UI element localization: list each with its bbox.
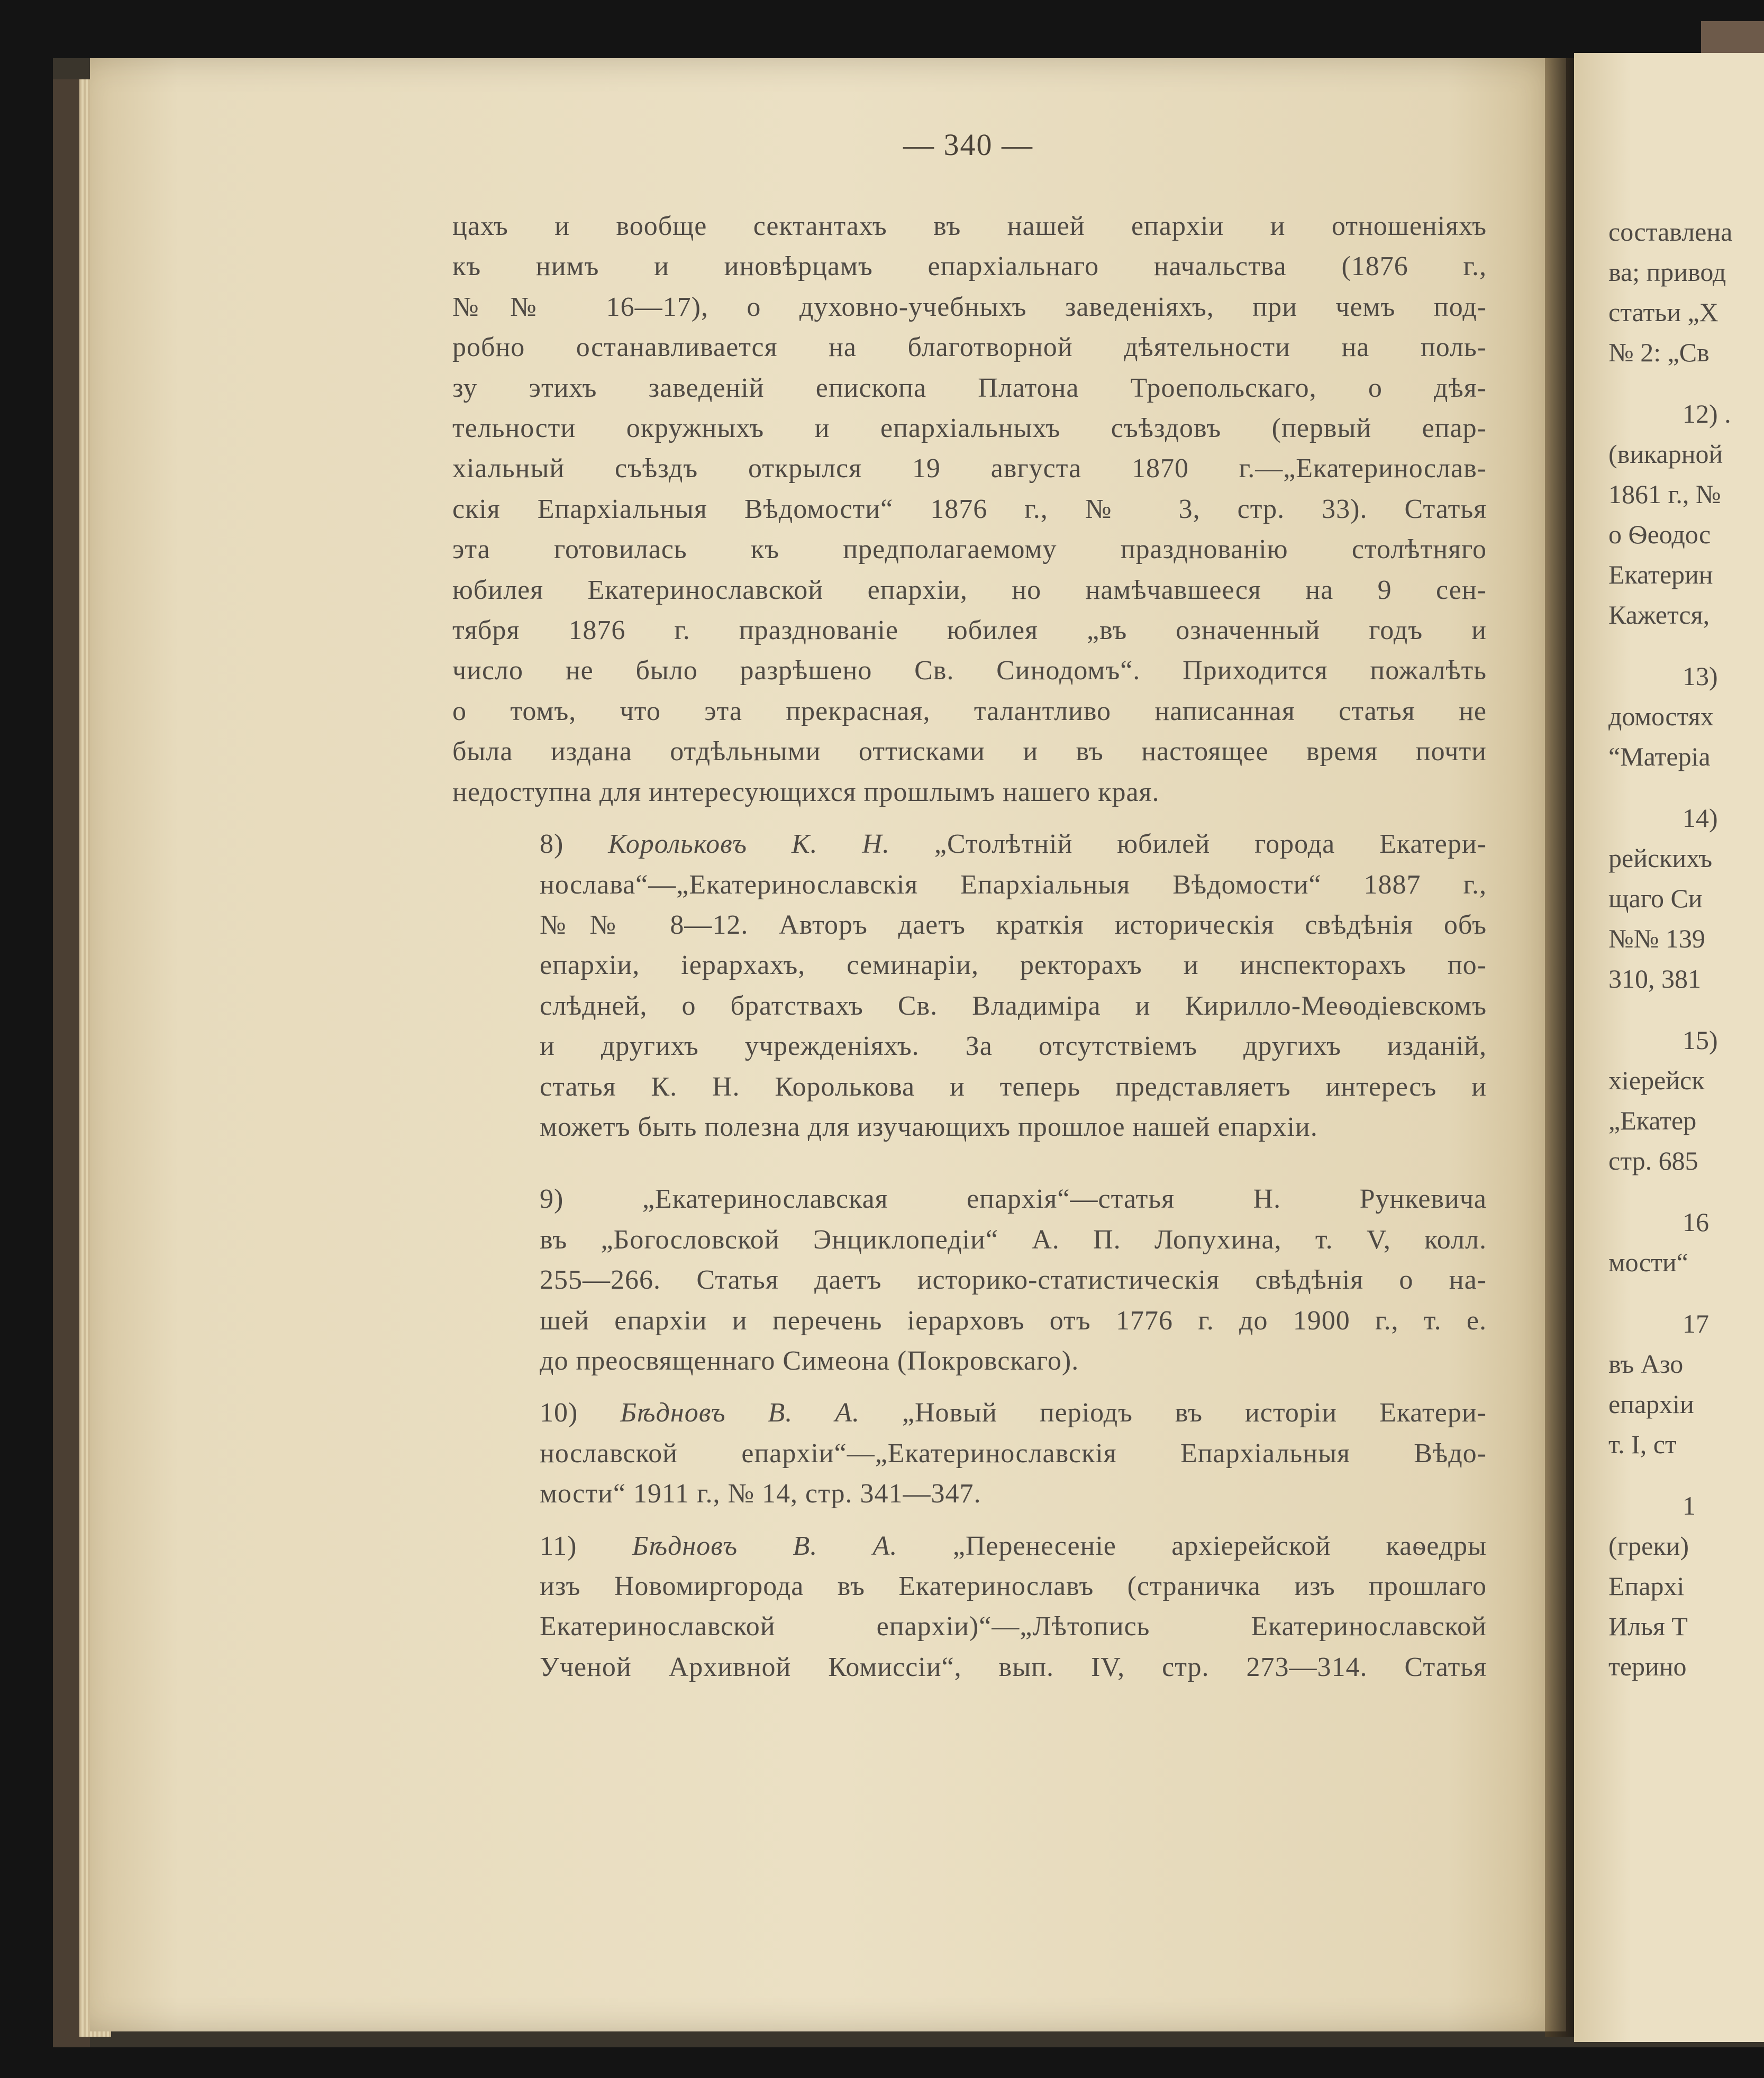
text-line: тельности окружныхъ и епархіальныхъ съѣздовъ (первый епар- <box>452 413 1487 444</box>
entry-title-start: „Новый періодъ въ исторіи Екатери- <box>902 1398 1487 1428</box>
entry-author: Бѣдновъ В. А. <box>620 1398 860 1428</box>
text-fragment: хіерейск <box>1608 1065 1705 1095</box>
text-line: нославской епархіи“—„Екатеринославскія Епархіальныя Вѣдо- <box>540 1438 1487 1469</box>
text-fragment: статьи „Х <box>1608 297 1718 327</box>
text-line: хіальный съѣздъ открылся 19 августа 1870 г.—„Екатеринослав- <box>452 453 1487 484</box>
text-fragment: щаго Си <box>1608 883 1703 913</box>
text-fragment: 310, 381 <box>1608 964 1701 994</box>
text-line: Ученой Архивной Комиссіи“, вып. IV, стр. 273—314. Статья <box>540 1652 1487 1682</box>
text-line: и другихъ учрежденіяхъ. За отсутствіемъ другихъ изданій, <box>540 1031 1487 1062</box>
text-line: зу этихъ заведеній епископа Платона Троепольскаго, о дѣя- <box>452 372 1487 403</box>
book-gutter <box>1545 58 1577 2037</box>
text-fragment: т. I, ст <box>1608 1429 1677 1459</box>
text-fragment: 1 <box>1683 1491 1696 1520</box>
entry-number: 10) <box>540 1398 578 1428</box>
left-page-text <box>452 206 1487 1688</box>
text-line: цахъ и вообще сектантахъ въ нашей епархіи и отношеніяхъ <box>452 211 1487 241</box>
text-line: слѣдней, о братствахъ Св. Владиміра и Кирилло-Меѳодіевскомъ <box>540 990 1487 1021</box>
text-fragment: рейскихъ <box>1608 843 1713 873</box>
text-line: мости“ 1911 г., № 14, стр. 341—347. <box>540 1479 981 1509</box>
text-line: №№ 16—17), о духовно-учебныхъ заведеніяхъ, при чемъ под- <box>452 291 1487 322</box>
page-number: — 340 — <box>903 127 1033 162</box>
text-fragment: о Ѳеодос <box>1608 520 1711 549</box>
text-fragment: (викарной <box>1608 439 1723 469</box>
text-line: Екатеринославской епархіи)“—„Лѣтопись Екатеринославской <box>540 1611 1487 1642</box>
text-line: 255—266. Статья даетъ историко-статистическія свѣдѣнія о на- <box>540 1265 1487 1296</box>
entry-title-start: „Екатеринославская епархія“—статья Н. Рункевича <box>642 1184 1487 1215</box>
text-fragment: ва; привод <box>1608 257 1726 287</box>
text-line: шей епархіи и перечень іерарховъ отъ 1776 г. до 1900 г., т. е. <box>540 1305 1487 1336</box>
text-line: число не было разрѣшено Св. Синодомъ“. Приходится пожалѣть <box>452 655 1487 686</box>
text-fragment: №№ 139 <box>1608 924 1705 953</box>
bibliography-entry-11 <box>452 1526 1487 1688</box>
text-fragment: 14) <box>1683 803 1718 833</box>
text-fragment: составлена <box>1608 217 1733 247</box>
text-fragment: № 2: „Св <box>1608 338 1710 367</box>
bibliography-entry-8 <box>452 824 1487 1147</box>
text-fragment: стр. 685 <box>1608 1146 1698 1175</box>
text-fragment: въ Азо <box>1608 1349 1684 1379</box>
right-page-text <box>1608 212 1764 1687</box>
text-fragment: 16 <box>1683 1207 1709 1237</box>
text-line: нослава“—„Екатеринославскія Епархіальныя Вѣдомости“ 1887 г., <box>540 869 1487 900</box>
text-line: недоступна для интересующихся прошлымъ нашего края. <box>452 777 1160 807</box>
text-fragment: епархіи <box>1608 1389 1694 1419</box>
text-fragment: (греки) <box>1608 1531 1689 1561</box>
text-line: изъ Новомиргорода въ Екатеринославъ (страничка изъ прошлаго <box>540 1571 1487 1601</box>
text-fragment: Екатерин <box>1608 560 1713 589</box>
text-line: скія Епархіальныя Вѣдомости“ 1876 г., № 3, стр. 33). Статья <box>452 494 1487 524</box>
entry-author: Корольковъ К. Н. <box>608 829 890 860</box>
text-fragment: домостях <box>1608 701 1714 731</box>
text-fragment: терино <box>1608 1652 1687 1681</box>
text-fragment: 13) <box>1683 661 1718 691</box>
text-fragment: 12) . <box>1683 399 1731 429</box>
entry-first-line <box>452 1179 1487 1219</box>
entry-number: 11) <box>540 1530 577 1561</box>
bibliography-entry-10 <box>452 1393 1487 1514</box>
text-fragment: Илья Т <box>1608 1611 1688 1641</box>
intro-paragraph <box>452 206 1487 813</box>
text-fragment: 15) <box>1683 1025 1718 1055</box>
text-fragment: “Матеріа <box>1608 742 1711 771</box>
entry-number: 9) <box>540 1184 564 1215</box>
text-fragment: 1861 г., № <box>1608 479 1721 509</box>
text-line: юбилея Екатеринославской епархіи, но намѣчавшееся на 9 сен- <box>452 575 1487 605</box>
text-line: тября 1876 г. празднованіе юбилея „въ означенный годъ и <box>452 615 1487 646</box>
bibliography-entry-9 <box>452 1179 1487 1381</box>
entry-number: 8) <box>540 829 564 860</box>
entry-first-line <box>452 824 1487 864</box>
text-fragment: Епархі <box>1608 1571 1685 1601</box>
entry-first-line <box>452 1393 1487 1433</box>
entry-title-start: „Перенесеніе архіерейской каѳедры <box>952 1530 1487 1561</box>
entry-first-line <box>452 1526 1487 1566</box>
text-line: епархіи, іерархахъ, семинаріи, ректорахъ и инспекторахъ по- <box>540 950 1487 981</box>
text-fragment: 17 <box>1683 1309 1709 1338</box>
text-line: къ нимъ и иновѣрцамъ епархіальнаго начальства (1876 г., <box>452 251 1487 282</box>
text-fragment: Кажется, <box>1608 600 1710 630</box>
text-line: робно останавливается на благотворной дѣятельности на поль- <box>452 332 1487 363</box>
text-line: до преосвященнаго Симеона (Покровскаго). <box>540 1345 1079 1376</box>
text-line: въ „Богословской Энциклопедіи“ А. П. Лопухина, т. V, колл. <box>540 1224 1487 1255</box>
text-line: можетъ быть полезна для изучающихъ прошлое нашей епархіи. <box>540 1111 1318 1142</box>
entry-title-start: „Столѣтній юбилей города Екатери- <box>934 829 1487 860</box>
text-fragment: „Екатер <box>1608 1106 1697 1135</box>
text-fragment: мости“ <box>1608 1247 1688 1277</box>
text-line: статья К. Н. Королькова и теперь представляетъ интересъ и <box>540 1071 1487 1102</box>
text-line: о томъ, что эта прекрасная, талантливо написанная статья не <box>452 696 1487 726</box>
entry-author: Бѣдновъ В. А. <box>632 1530 898 1561</box>
text-line: эта готовилась къ предполагаемому празднованію столѣтняго <box>452 534 1487 565</box>
text-line: была издана отдѣльными оттисками и въ настоящее время почти <box>452 736 1487 767</box>
text-line: №№ 8—12. Авторъ даетъ краткія историческія свѣдѣнія объ <box>540 909 1487 940</box>
